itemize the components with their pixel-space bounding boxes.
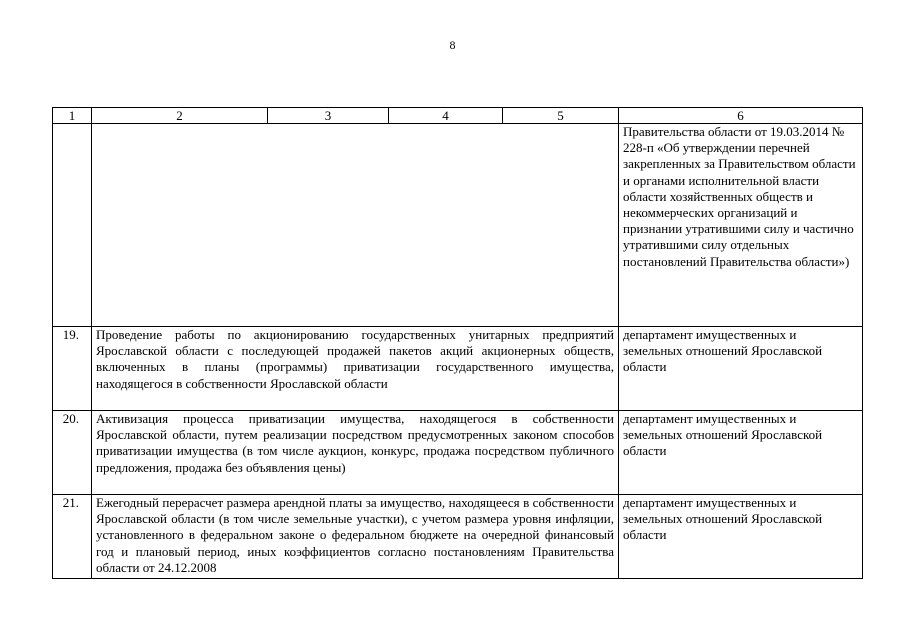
measures-table [52,107,863,579]
row-description: Активизация процесса приватизации имущества, находящегося в собственности Ярославской области, путем реализации посредством предусмотренных законом способов приватизации имущества (в том числе аукцион, конкурс, продажа посредством публичного предложения, продажа без объявления цены) [92,411,619,495]
row-responsible: департамент имущественных и земельных отношений Ярославской области [619,411,863,495]
row-responsible: Правительства области от 19.03.2014 № 228-п «Об утверждении перечней закрепленных за Правительством области и органами исполнительной власти области хозяйственных обществ и некоммерческих организаций и признании утратившими силу и частично утратившими силу отдельных постановлений Правительства области») [619,124,863,327]
row-description: Проведение работы по акционированию государственных унитарных предприятий Ярославской области с последующей продажей пакетов акций акционерных обществ, включенных в планы (программы) приватизации государственного имущества, находящегося в собственности Ярославской области [92,327,619,411]
table-header-row [53,108,863,124]
table-row [53,411,863,495]
page-number: 8 [449,38,456,52]
column-header-4: 4 [389,108,503,124]
row-description [92,124,619,327]
row-description: Ежегодный перерасчет размера арендной платы за имущество, находящееся в собственности Ярославской области (в том числе земельные участки), с учетом размера уровня инфляции, установленного в федеральном законе о федеральном бюджете на очередной финансовый год и плановый период, иных коэффициентов согласно постановлениям Правительства области от 24.12.2008 [92,495,619,579]
column-header-3: 3 [268,108,389,124]
row-responsible: департамент имущественных и земельных отношений Ярославской области [619,495,863,579]
row-number: 19. [53,327,92,411]
row-number: 20. [53,411,92,495]
column-header-5: 5 [503,108,619,124]
row-number: 21. [53,495,92,579]
column-header-1: 1 [53,108,92,124]
table-row [53,495,863,579]
table-row-continuation [53,124,863,327]
table-row [53,327,863,411]
row-responsible: департамент имущественных и земельных отношений Ярославской области [619,327,863,411]
row-number [53,124,92,327]
column-header-2: 2 [92,108,268,124]
column-header-6: 6 [619,108,863,124]
